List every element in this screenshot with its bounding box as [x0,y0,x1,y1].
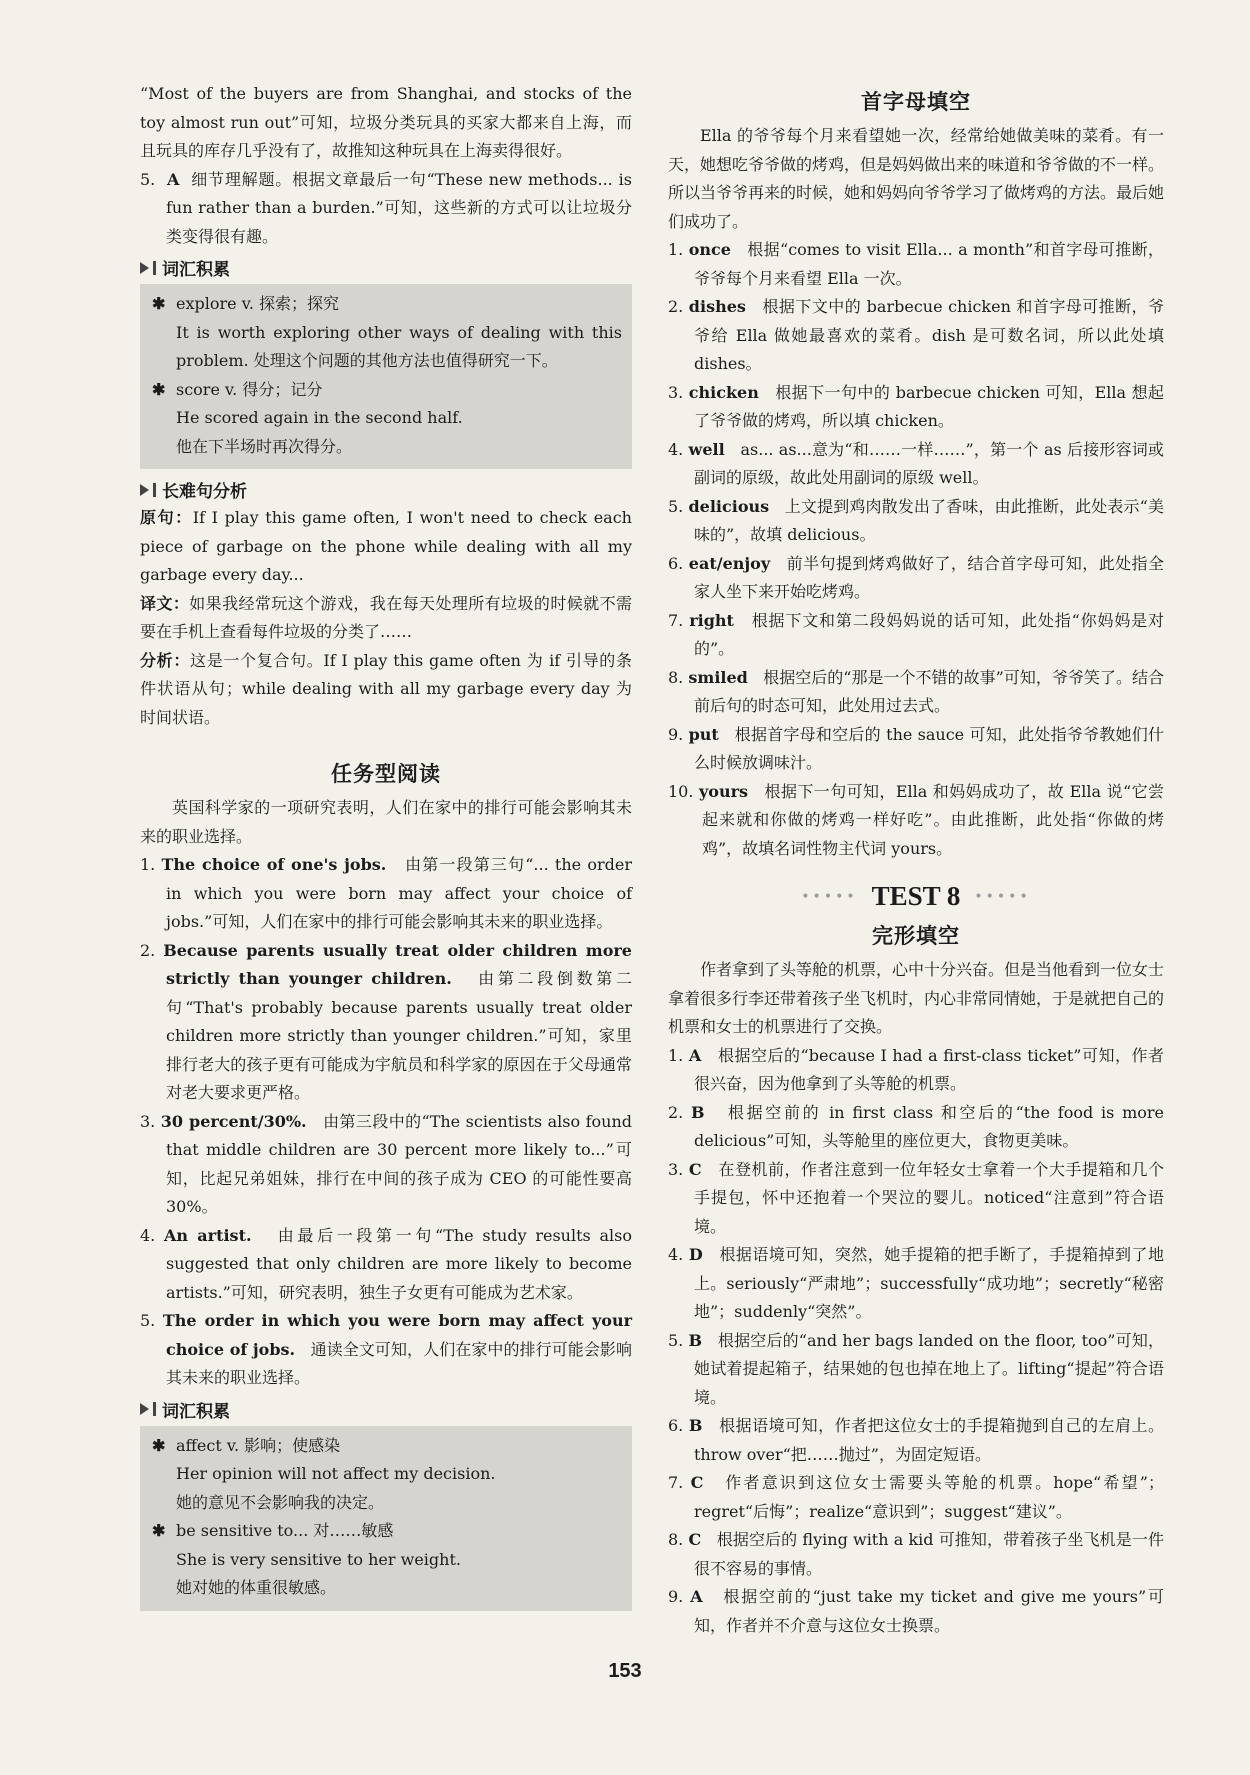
answer-item: 6. eat/enjoy 前半句提到烤鸡做好了，结合首字母可知，此处指全家人坐下来开始吃烤鸡。 [668,553,1164,601]
answer-item: 5. A 细节理解题。根据文章最后一句“These new methods... is fun rather than a burden.”可知，这些新的方式可以让垃圾分类变得很有趣。 [140,169,632,246]
answer-item: 3. C 在登机前，作者注意到一位年轻女士拿着一个大手提箱和几个手提包，怀中还抱着一个哭泣的婴儿。noticed“注意到”符合语境。 [668,1159,1164,1236]
vocab-translation: 他在下半场时再次得分。 [176,436,353,456]
vocab-box [140,284,632,469]
answer-item: 1. The choice of one's jobs. 由第一段第三句“... the order in which you were born may affect your choice of jobs.”可知，人们在家中的排行可能会影响其未来的职业选择。 [140,855,632,931]
bar-icon [153,1402,156,1416]
dots-decoration: ••••• [974,888,1031,905]
translation: 译文：如果我经常玩这个游戏，我在每天处理所有垃圾的时候就不需要在手机上查看每件垃圾的分类了…… [140,593,632,641]
answer-item: 2. Because parents usually treat older children more strictly than younger children. 由第二段倒数第二句“That's probably because parents usually treat older children more strictly than younger children.”可知，家里排行老大的孩子更有可能成为宇航员和科学家的原因在于父母通常对老大要求更严格。 [140,940,632,1102]
right-column [668,80,1164,1640]
answer-item: 10. yours 根据下一句可知，Ella 和妈妈成功了，故 Ella 说“它尝起来就和你做的烤鸡一样好吃”。由此推断，此处指“你做的烤鸡”，故填名词性物主代词 yours。 [668,781,1164,858]
section-intro: 英国科学家的一项研究表明，人们在家中的排行可能会影响其未来的职业选择。 [140,798,632,846]
original-sentence: 原句：If I play this game often, I won't need to check each piece of garbage on the phone while dealing with all my garbage every day... [140,508,632,584]
answer-item: 2. B 根据空前的 in first class 和空后的“the food is more delicious”可知，头等舱里的座位更大，食物更美味。 [668,1102,1164,1150]
section-title: 完形填空 [872,923,960,948]
answer-item: 3. chicken 根据下一句中的 barbecue chicken 可知，Ella 想起了爷爷做的烤鸡，所以填 chicken。 [668,382,1164,430]
vocab-example: She is very sensitive to her weight. [176,1549,461,1569]
asterisk-icon: ✱ [152,379,166,399]
answer-item: 8. C 根据空后的 flying with a kid 可推知，带着孩子坐飞机是一件很不容易的事情。 [668,1530,1164,1578]
vocab-word: ✱ score v. 得分；记分 [152,376,622,405]
answer-item: 7. C 作者意识到这位女士需要头等舱的机票。hope“希望”；regret“后悔”；realize“意识到”；suggest“建议”。 [668,1473,1164,1521]
vocab-word: ✱ explore v. 探索；探究 [152,290,622,319]
vocab-example: It is worth exploring other ways of dealing with this problem. 处理这个问题的其他方法也值得研究一下。 [176,322,622,370]
section-heading: 长难句分析 [140,477,632,502]
answer-item: 4. D 根据语境可知，突然，她手提箱的把手断了，手提箱掉到了地上。seriously“严肃地”；successfully“成功地”；secretly“秘密地”；suddenly“突然”。 [668,1245,1164,1321]
asterisk-icon: ✱ [152,294,166,313]
test-heading [668,881,1164,912]
answer-item: 1. once 根据“comes to visit Ella... a month”和首字母可推断，爷爷每个月来看望 Ella 一次。 [668,240,1164,288]
answer-item: 9. A 根据空前的“just take my ticket and give me yours”可知，作者并不介意与这位女士换票。 [668,1587,1164,1635]
section-title: 首字母填空 [861,89,971,114]
section-heading: 词汇积累 [140,255,632,280]
answer-item: 3. 30 percent/30%. 由第三段中的“The scientists also found that middle children are 30 percent more likely to...”可知，比起兄弟姐妹，排行在中间的孩子成为 CEO 的可能性要高 30%。 [140,1111,632,1216]
bar-icon [153,483,156,497]
section-intro: Ella 的爷爷每个月来看望她一次，经常给她做美味的菜肴。有一天，她想吃爷爷做的烤鸡，但是妈妈做出来的味道和爷爷做的不一样。所以当爷爷再来的时候，她和妈妈向爷爷学习了做烤鸡的方法。最后她们成功了。 [668,126,1165,231]
answer-item: 8. smiled 根据空后的“那是一个不错的故事”可知，爷爷笑了。结合前后句的时态可知，此处用过去式。 [668,667,1164,715]
asterisk-icon: ✱ [152,1435,166,1455]
answer-item: 5. The order in which you were born may affect your choice of jobs. 通读全文可知，人们在家中的排行可能会影响其未来的职业选择。 [140,1311,633,1387]
vocab-word: ✱ be sensitive to... 对……敏感 [152,1517,622,1546]
intro-paragraph: “Most of the buyers are from Shanghai, and stocks of the toy almost run out”可知，垃圾分类玩具的买家大都来自上海，而且玩具的库存几乎没有了，故推知这种玩具在上海卖得很好。 [140,84,632,160]
left-column [140,80,632,1619]
answer-item: 5. delicious 上文提到鸡肉散发出了香味，由此推断，此处表示“美味的”，故填 delicious。 [668,496,1164,544]
triangle-icon [140,262,149,274]
vocab-example: Her opinion will not affect my decision. [176,1464,496,1483]
answer-item: 2. dishes 根据下文中的 barbecue chicken 和首字母可推断，爷爷给 Ella 做她最喜欢的菜肴。dish 是可数名词，所以此处填 dishes。 [668,297,1164,373]
section-title: 任务型阅读 [331,761,441,786]
vocab-word: ✱ affect v. 影响；使感染 [152,1432,622,1461]
page-number: 153 [608,1660,642,1682]
section-heading: 词汇积累 [140,1397,632,1422]
vocab-example: He scored again in the second half. [176,408,463,427]
answer-item: 6. B 根据语境可知，作者把这位女士的手提箱抛到自己的左肩上。throw over“把……抛过”，为固定短语。 [668,1416,1164,1464]
vocab-box [140,1426,632,1611]
answer-item: 4. well as... as...意为“和……一样……”，第一个 as 后接形容词或副词的原级，故此处用副词的原级 well。 [668,439,1164,487]
answer-item: 4. An artist. 由最后一段第一句“The study results also suggested that only children are more likely to become artists.”可知，研究表明，独生子女更有可能成为艺术家。 [140,1225,632,1302]
answer-item: 5. B 根据空后的“and her bags landed on the floor, too”可知，她试着提起箱子，结果她的包也掉在地上了。lifting“提起”符合语境。 [668,1330,1164,1407]
answer-item: 9. put 根据首字母和空后的 the sauce 可知，此处指爷爷教她们什么时候放调味汁。 [668,724,1164,772]
answer-item: 7. right 根据下文和第二段妈妈说的话可知，此处指“你妈妈是对的”。 [668,610,1164,658]
vocab-translation: 她的意见不会影响我的决定。 [176,1492,385,1512]
vocab-translation: 她对她的体重很敏感。 [176,1578,337,1597]
answer-item: 1. A 根据空后的“because I had a first-class ticket”可知，作者很兴奋，因为他拿到了头等舱的机票。 [668,1045,1164,1093]
analysis: 分析：这是一个复合句。If I play this game often 为 if 引导的条件状语从句；while dealing with all my garbage every day 为时间状语。 [140,650,632,727]
section-intro: 作者拿到了头等舱的机票，心中十分兴奋。但是当他看到一位女士拿着很多行李还带着孩子坐飞机时，内心非常同情她，于是就把自己的机票和女士的机票进行了交换。 [668,960,1165,1036]
triangle-icon [140,484,149,496]
test-label: TEST 8 [871,881,961,911]
asterisk-icon: ✱ [152,1521,166,1540]
dots-decoration: ••••• [801,888,858,905]
bar-icon [153,261,156,275]
triangle-icon [140,1403,149,1415]
